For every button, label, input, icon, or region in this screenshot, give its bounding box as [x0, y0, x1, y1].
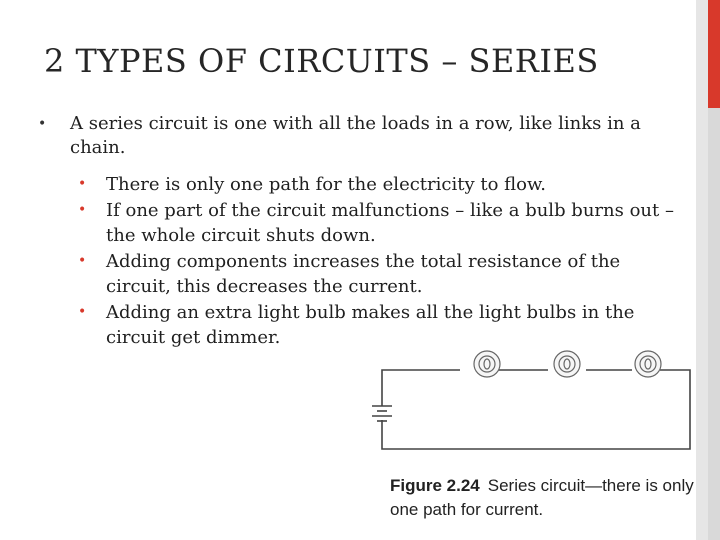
- circuit-wire: [382, 370, 690, 449]
- sub-bullet-item: [34, 172, 674, 197]
- sub-bullet-item: [34, 198, 674, 248]
- main-bullet: [34, 112, 674, 160]
- light-bulb-icon: [554, 351, 580, 377]
- battery-icon: [372, 406, 392, 421]
- series-circuit-figure: [350, 342, 700, 532]
- accent-bar: [708, 0, 720, 108]
- bullet-icon: •: [78, 253, 87, 269]
- bullet-icon: •: [78, 202, 87, 218]
- sub-bullet-text: Adding an extra light bulb makes all the light bulbs in the circuit get dimmer.: [106, 302, 635, 348]
- bullet-icon: •: [78, 176, 87, 192]
- sub-bullet-text: If one part of the circuit malfunctions – like a bulb burns out – the whole circuit shuts down.: [106, 200, 674, 246]
- sub-bullet-text: Adding components increases the total resistance of the circuit, this decreases the current.: [106, 251, 621, 297]
- sub-bullet-text: There is only one path for the electricity to flow.: [106, 174, 546, 195]
- figure-caption: [390, 474, 700, 522]
- light-bulb-icon: [635, 351, 661, 377]
- slide-title: 2 TYPES OF CIRCUITS – SERIES: [44, 42, 599, 80]
- figure-label: Figure 2.24: [390, 476, 480, 495]
- side-panel: [708, 108, 720, 540]
- series-circuit-diagram: [350, 342, 700, 457]
- slide-body: [34, 112, 674, 351]
- bullet-icon: •: [38, 116, 47, 132]
- sub-bullet-list: [34, 172, 674, 350]
- figure-caption-text: Series circuit—there is only one path for current.: [390, 476, 694, 519]
- main-bullet-text: A series circuit is one with all the loads in a row, like links in a chain.: [70, 113, 641, 158]
- sub-bullet-item: [34, 249, 674, 299]
- light-bulb-icon: [474, 351, 500, 377]
- bullet-icon: •: [78, 304, 87, 320]
- circuit-wire: [382, 370, 460, 406]
